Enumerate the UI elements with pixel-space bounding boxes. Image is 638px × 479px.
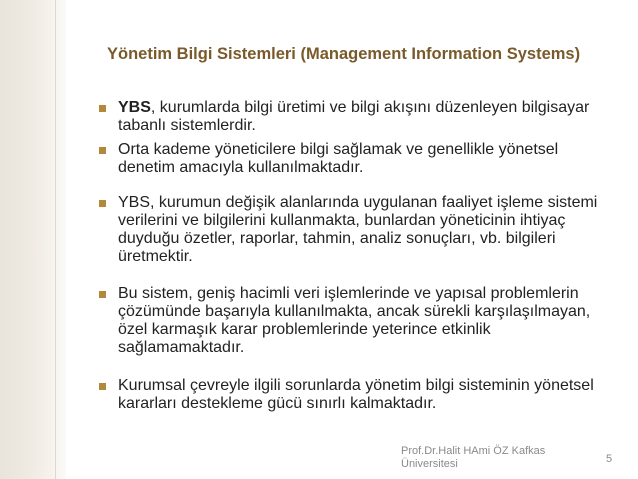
bullet-text <box>118 99 589 134</box>
slide-number: 5 <box>606 453 613 465</box>
left-decorative-stripe <box>0 0 66 479</box>
square-bullet-icon <box>99 105 106 112</box>
bullet-body: Orta kademe yöneticilere bilgi sağlamak ve genellikle yönetsel denetim amacıyla kullanılmaktadır. <box>118 141 559 176</box>
bullet-body: , kurumlarda bilgi üretimi ve bilgi akışını düzenleyen bilgisayar tabanlı sistemlerdir. <box>118 99 590 134</box>
slide-title: Yönetim Bilgi Sistemleri (Management Information Systems) <box>107 45 581 63</box>
bullet-item <box>99 285 599 357</box>
bullet-body: Kurumsal çevreyle ilgili sorunlarda yönetim bilgi sisteminin yönetsel kararları destekleme gücü sınırlı kalmaktadır. <box>118 377 594 412</box>
bullet-body: Bu sistem, geniş hacimli veri işlemlerinde ve yapısal problemlerin çözümünde başarıyla kullanılmakta, ancak sürekli karşılaşılmayan, özel karmaşık karar problemlerinde yeterince etkinlik sağlamamaktadır. <box>118 285 591 356</box>
square-bullet-icon <box>99 147 106 154</box>
bullet-body: YBS, kurumun değişik alanlarında uygulanan faaliyet işleme sistemi verilerini ve bilgilerini kullanmakta, bunlardan yöneticinin ihtiyaç duyduğu özetler, raporlar, tahmin, analiz sonuçları, vb. bilgileri üretmektir. <box>118 194 598 265</box>
bullet-item <box>99 141 599 177</box>
slide-footer: Prof.Dr.Halit HAmi ÖZ Kafkas Üniversitesi <box>401 445 546 470</box>
bullet-item <box>99 99 599 135</box>
stripe-divider-line <box>55 0 56 479</box>
bullet-bold-lead: YBS <box>118 99 151 116</box>
bullet-item <box>99 194 599 266</box>
square-bullet-icon <box>99 200 106 207</box>
square-bullet-icon <box>99 383 106 390</box>
bullet-list <box>99 99 599 413</box>
square-bullet-icon <box>99 291 106 298</box>
bullet-item <box>99 377 599 413</box>
